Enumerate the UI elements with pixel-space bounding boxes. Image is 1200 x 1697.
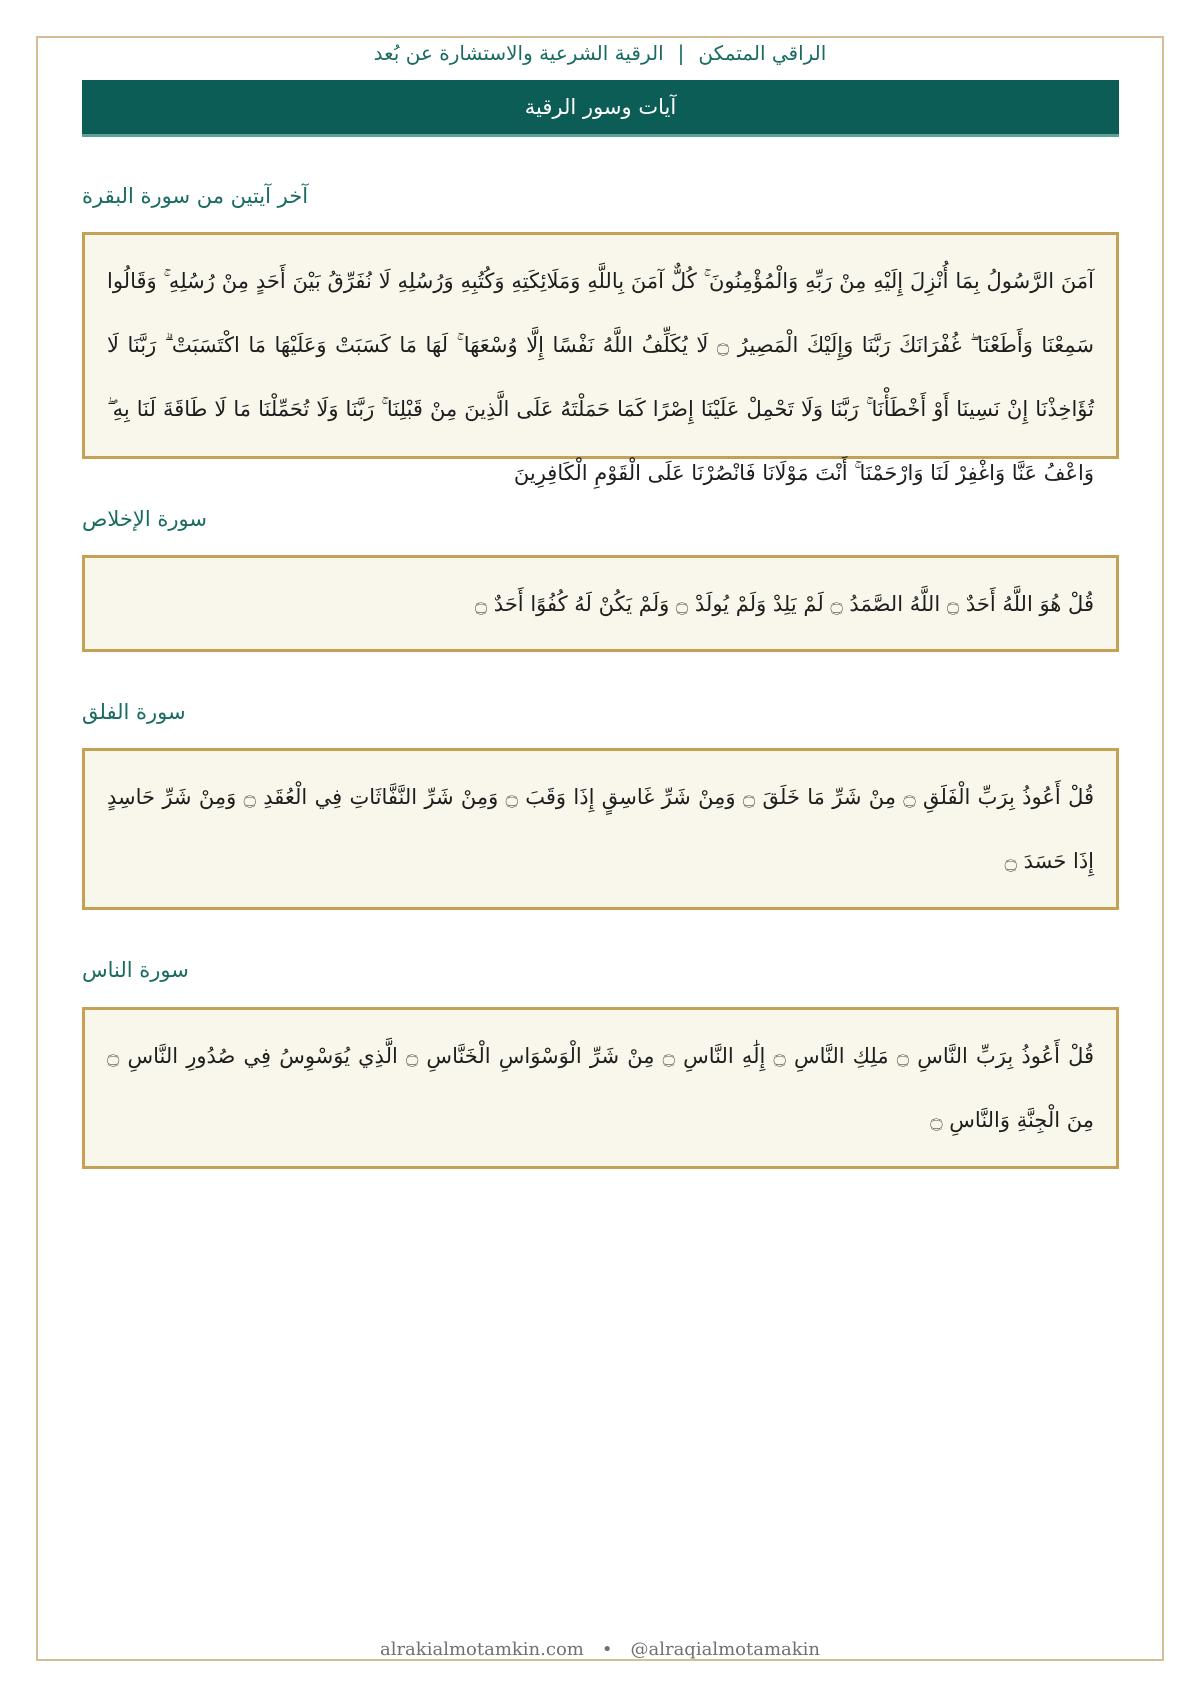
verse-box-falaq: قُلْ أَعُوذُ بِرَبِّ الْفَلَقِ ۝ مِنْ شَرِّ مَا خَلَقَ ۝ وَمِنْ شَرِّ غَاسِقٍ إِذَا وَقَبَ ۝ وَمِنْ شَرِّ النَّفَّاثَاتِ فِي الْعُقَدِ ۝ وَمِنْ شَرِّ حَاسِدٍ إِذَا حَسَدَ ۝ — [82, 748, 1119, 910]
page-title: آيات وسور الرقية — [82, 80, 1119, 137]
footer — [0, 1638, 1200, 1662]
footer-website: alrakialmotamkin.com — [379, 1639, 584, 1660]
section-heading-baqarah: آخر آيتين من سورة البقرة — [82, 184, 309, 208]
header-separator: | — [677, 41, 685, 65]
site-name: الراقي المتمكن — [698, 41, 827, 65]
verse-box-nas: قُلْ أَعُوذُ بِرَبِّ النَّاسِ ۝ مَلِكِ النَّاسِ ۝ إِلَٰهِ النَّاسِ ۝ مِنْ شَرِّ الْوَسْوَاسِ الْخَنَّاسِ ۝ الَّذِي يُوَسْوِسُ فِي صُدُورِ النَّاسِ ۝ مِنَ الْجِنَّةِ وَالنَّاسِ ۝ — [82, 1007, 1119, 1169]
verse-box-baqarah: آمَنَ الرَّسُولُ بِمَا أُنْزِلَ إِلَيْهِ مِنْ رَبِّهِ وَالْمُؤْمِنُونَ ۚ كُلٌّ آمَنَ بِاللَّهِ وَمَلَائِكَتِهِ وَكُتُبِهِ وَرُسُلِهِ لَا نُفَرِّقُ بَيْنَ أَحَدٍ مِنْ رُسُلِهِ ۚ وَقَالُوا سَمِعْنَا وَأَطَعْنَا ۖ غُفْرَانَكَ رَبَّنَا وَإِلَيْكَ الْمَصِيرُ ۝ لَا يُكَلِّفُ اللَّهُ نَفْسًا إِلَّا وُسْعَهَا ۚ لَهَا مَا كَسَبَتْ وَعَلَيْهَا مَا اكْتَسَبَتْ ۗ رَبَّنَا لَا تُؤَاخِذْنَا إِنْ نَسِينَا أَوْ أَخْطَأْنَا ۚ رَبَّنَا وَلَا تَحْمِلْ عَلَيْنَا إِصْرًا كَمَا حَمَلْتَهُ عَلَى الَّذِينَ مِنْ قَبْلِنَا ۚ رَبَّنَا وَلَا تُحَمِّلْنَا مَا لَا طَاقَةَ لَنَا بِهِ ۖ وَاعْفُ عَنَّا وَاغْفِرْ لَنَا وَارْحَمْنَا ۚ أَنْتَ مَوْلَانَا فَانْصُرْنَا عَلَى الْقَوْمِ الْكَافِرِينَ — [82, 232, 1119, 459]
footer-handle: @alraqialmotamakin — [630, 1639, 821, 1660]
verse-box-ikhlas: قُلْ هُوَ اللَّهُ أَحَدٌ ۝ اللَّهُ الصَّمَدُ ۝ لَمْ يَلِدْ وَلَمْ يُولَدْ ۝ وَلَمْ يَكُنْ لَهُ كُفُوًا أَحَدٌ ۝ — [82, 555, 1119, 652]
section-heading-nas: سورة الناس — [82, 958, 189, 982]
footer-separator: • — [601, 1639, 613, 1660]
site-header — [0, 36, 1200, 70]
site-tagline: الرقية الشرعية والاستشارة عن بُعد — [373, 41, 664, 65]
section-heading-falaq: سورة الفلق — [82, 700, 186, 724]
section-heading-ikhlas: سورة الإخلاص — [82, 507, 207, 531]
